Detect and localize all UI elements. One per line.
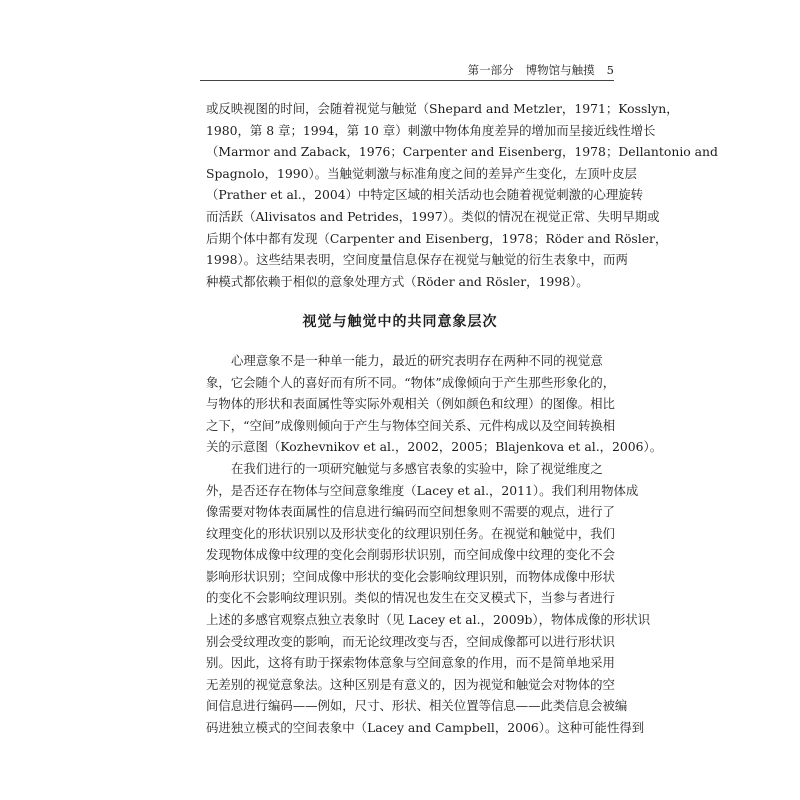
text-line: 后期个体中都有发现（Carpenter and Eisenberg，1978；Röder and Rösler， [206, 230, 668, 246]
running-head-chapter: 博物馆与触摸 [525, 63, 595, 77]
running-head-part: 第一部分 [467, 63, 514, 77]
text-line: 纹理变化的形状识别以及形状变化的纹理识别任务。在视觉和触觉中，我们 [206, 525, 615, 541]
text-line: （Marmor and Zaback，1976；Carpenter and Eisenberg，1978；Dellantonio and [206, 144, 718, 160]
text-line: 而活跃（Alivisatos and Petrides，1997）。类似的情况在视觉正常、失明早期或 [206, 208, 660, 224]
text-line: 影响形状识别；空间成像中形状的变化会影响纹理识别，而物体成像中形状 [206, 568, 615, 584]
text-line: （Prather et al.，2004）中特定区域的相关活动也会随着视觉刺激的心理旋转 [206, 187, 644, 203]
text-line: 像需要对物体表面属性的信息进行编码而空间想象则不需要的观点，进行了 [206, 504, 615, 520]
text-line: 关的示意图（Kozhevnikov et al.，2002，2005；Blajenkova et al.，2006）。 [206, 439, 663, 455]
page-number: 5 [606, 63, 614, 77]
running-head [200, 62, 614, 78]
text-line: 种模式都依赖于相似的意象处理方式（Röder and Rösler，1998）。 [206, 273, 589, 289]
text-line: 的变化不会影响纹理识别。类似的情况也发生在交叉模式下，当参与者进行 [206, 590, 615, 606]
text-line: 或反映视图的时间，会随着视觉与触觉（Shepard and Metzler，1971；Kosslyn， [206, 101, 679, 116]
text-line: 上述的多感官观察点独立表象时（见 Lacey et al.，2009b），物体成像的形状识 [206, 612, 651, 628]
section-heading: 视觉与触觉中的共同意象层次 [302, 314, 498, 331]
text-line: 别会受纹理改变的影响，而无论纹理改变与否，空间成像都可以进行形状识 [206, 633, 615, 649]
text-line: 象，它会随个人的喜好而有所不同。“物体”成像倾向于产生那些形象化的， [206, 374, 616, 390]
text-line: Spagnolo，1990）。当触觉刺激与标准角度之间的差异产生变化，左顶叶皮层 [206, 165, 637, 181]
body-text [206, 98, 718, 739]
header-rule [200, 80, 614, 81]
text-line: 发现物体成像中纹理的变化会削弱形状识别，而空间成像中纹理的变化不会 [206, 547, 615, 563]
text-line: 间信息进行编码——例如，尺寸、形状、相关位置等信息——此类信息会被编 [206, 698, 628, 714]
text-line: 码进独立模式的空间表象中（Lacey and Campbell，2006）。这种可能性得到 [206, 720, 645, 736]
text-line: 1980，第 8 章；1994，第 10 章）刺激中物体角度差异的增加而呈接近线性增长 [206, 122, 656, 138]
paragraph-3 [206, 458, 651, 739]
text-line: 别。因此，这将有助于探索物体意象与空间意象的作用，而不是简单地采用 [206, 655, 615, 671]
paragraph-1 [206, 98, 718, 292]
text-line: 在我们进行的一项研究触觉与多感官表象的实验中，除了视觉维度之 [231, 460, 603, 476]
text-line: 之下，“空间”成像则倾向于产生与物体空间关系、元件构成以及空间转换相 [206, 417, 616, 433]
text-line: 1998）。这些结果表明，空间度量信息保存在视觉与触觉的衍生表象中，而两 [206, 252, 628, 268]
text-line: 无差别的视觉意象法。这种区别是有意义的，因为视觉和触觉会对物体的空 [206, 676, 615, 692]
text-line: 与物体的形状和表面属性等实际外观相关（例如颜色和纹理）的图像。相比 [206, 396, 615, 412]
text-line: 外，是否还存在物体与空间意象维度（Lacey et al.，2011）。我们利用物体成 [206, 482, 639, 498]
paragraph-2 [206, 350, 663, 458]
text-line: 心理意象不是一种单一能力，最近的研究表明存在两种不同的视觉意 [231, 352, 603, 368]
